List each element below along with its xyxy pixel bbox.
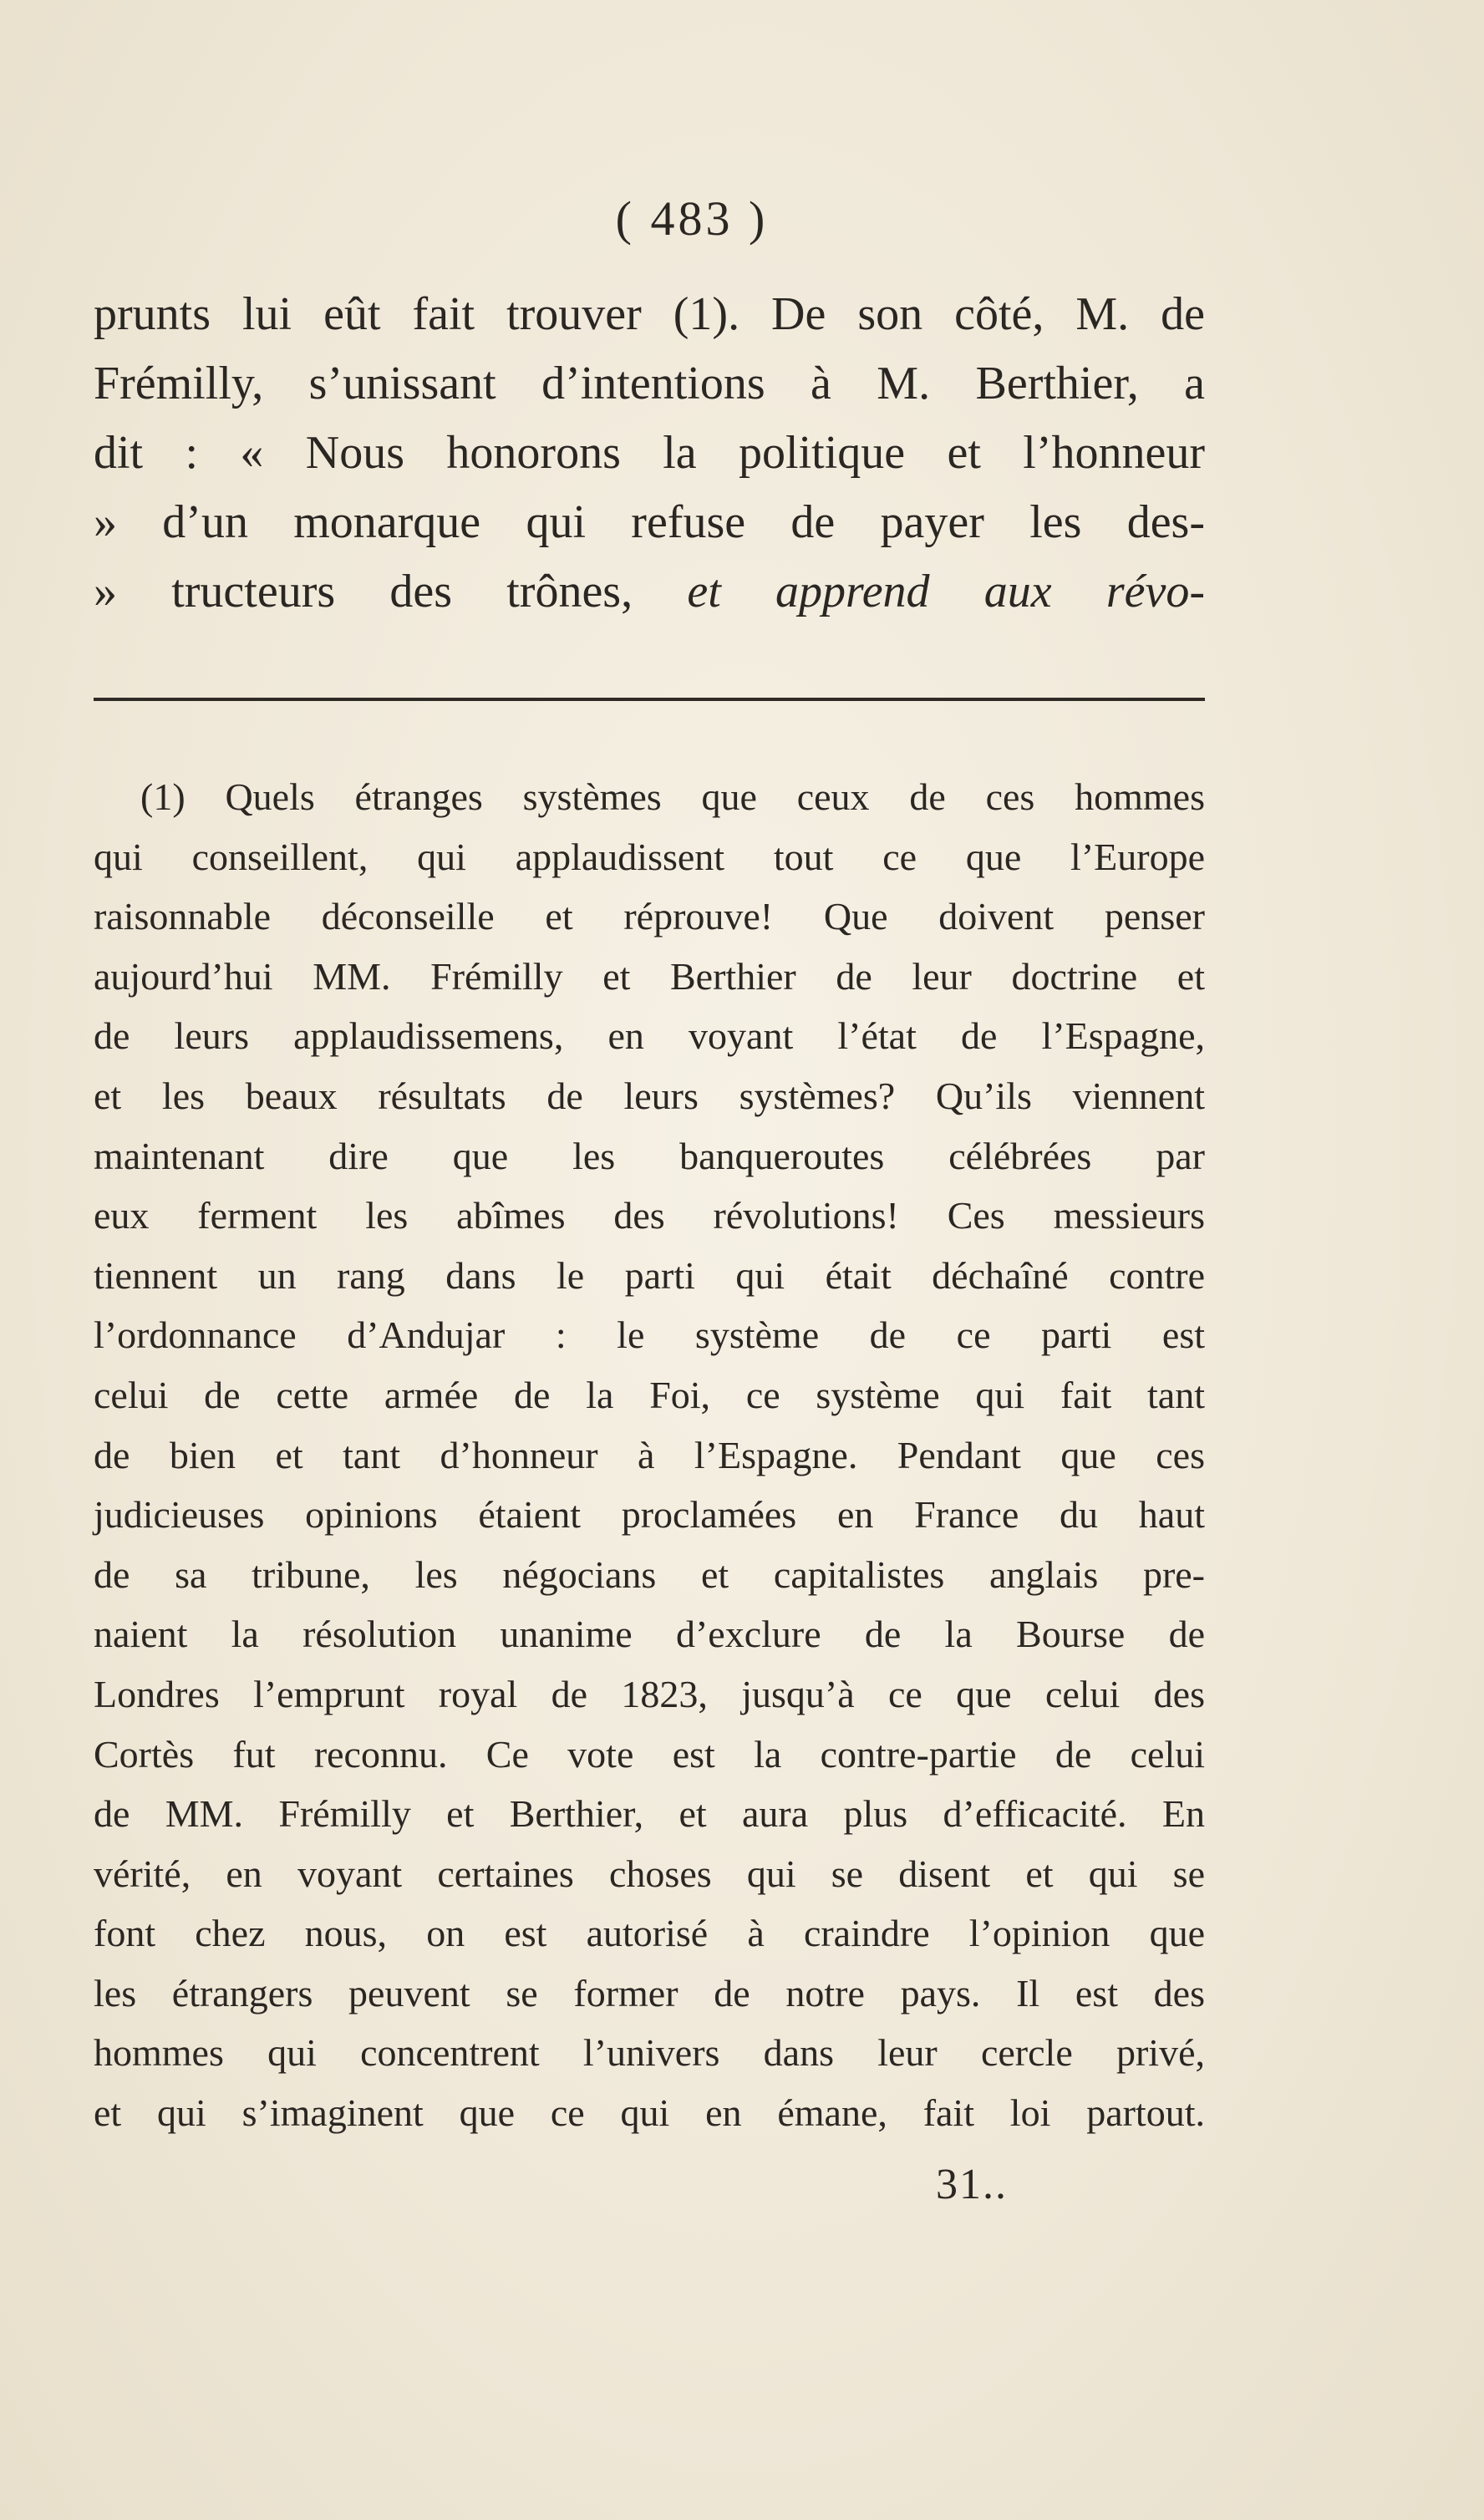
main-text [94,280,1205,627]
footnote-line: judicieuses opinions étaient proclamées en France du haut [94,1493,1205,1537]
main-line-last [94,557,1205,627]
italic-phrase: et apprend aux révo- [687,566,1206,617]
main-line: prunts lui eût fait trouver (1). De son côté, M. de [94,288,1205,340]
footnote-line: vérité, en voyant certaines choses qui se disent et qui se [94,1852,1205,1895]
footnote-line: Londres l’emprunt royal de 1823, jusqu’à ce que celui des [94,1672,1205,1715]
footnote-line: tiennent un rang dans le parti qui était déchaîné contre [94,1253,1205,1297]
main-line-text: » tructeurs des trônes, [94,566,633,617]
footnote-line: hommes qui concentrent l’univers dans leur cercle privé, [94,2031,1205,2075]
footnote-line: de MM. Frémilly et Berthier, et aura plus d’efficacité. En [94,1792,1205,1836]
main-line: Frémilly, s’unissant d’intentions à M. Berthier, a [94,358,1205,409]
footnote-line: raisonnable déconseille et réprouve! Que doivent penser [94,895,1205,938]
footnote-line: naient la résolution unanime d’exclure de la Bourse de [94,1613,1205,1656]
footnote-line: maintenant dire que les banqueroutes célébrées par [94,1134,1205,1177]
footnote-line: eux ferment les abîmes des révolutions! Ces messieurs [94,1194,1205,1237]
signature-mark: 31.. [936,2161,1008,2208]
footnote-line: qui conseillent, qui applaudissent tout ce que l’Europe [94,835,1205,878]
footnote-line: de bien et tant d’honneur à l’Espagne. Pendant que ces [94,1433,1205,1476]
footnote-line: l’ordonnance d’Andujar : le système de ce parti est [94,1313,1205,1357]
footnote-line: et qui s’imaginent que ce qui en émane, fait loi partout. [94,2091,1205,2135]
main-line: dit : « Nous honorons la politique et l’honneur [94,427,1205,479]
footnote-line: et les beaux résultats de leurs systèmes? Qu’ils viennent [94,1074,1205,1117]
footnote-line: les étrangers peuvent se former de notre pays. Il est des [94,1971,1205,2014]
footnote-line: de leurs applaudissemens, en voyant l’état de l’Espagne, [94,1014,1205,1058]
footnote-line: celui de cette armée de la Foi, ce système qui fait tant [94,1373,1205,1416]
footnote-separator [94,698,1205,701]
page-number: ( 483 ) [615,191,769,246]
footnote-line: (1) Quels étranges systèmes que ceux de ces hommes [140,775,1205,818]
footnote-line: de sa tribune, les négocians et capitalistes anglais pre- [94,1552,1205,1596]
footnote-line: aujourd’hui MM. Frémilly et Berthier de leur doctrine et [94,954,1205,998]
footnote-line: Cortès fut reconnu. Ce vote est la contre-partie de celui [94,1732,1205,1776]
footnote [94,767,1205,2143]
main-line: » d’un monarque qui refuse de payer les des- [94,496,1205,548]
footnote-line: font chez nous, on est autorisé à craindre l’opinion que [94,1912,1205,1955]
